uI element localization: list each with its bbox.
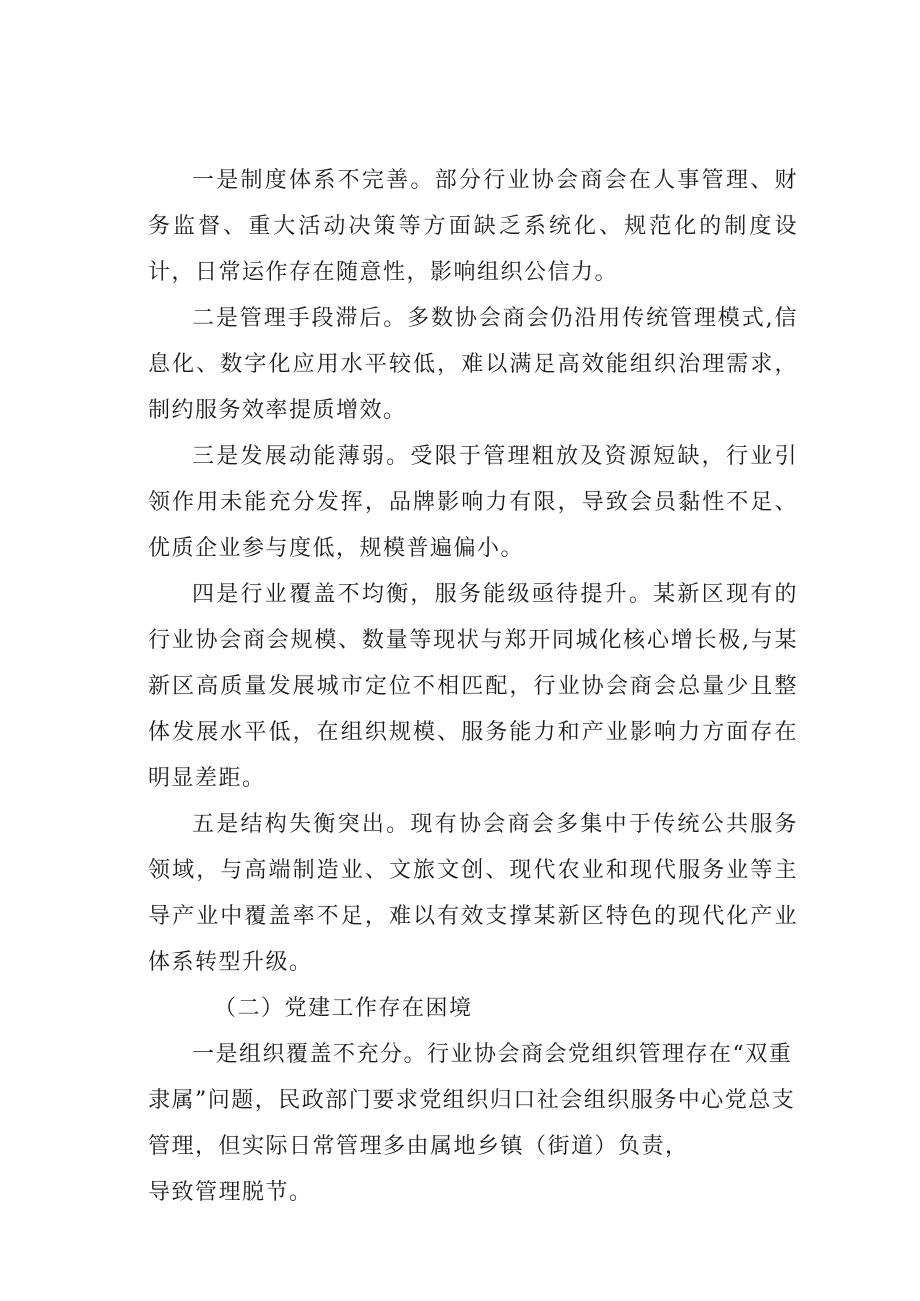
section-heading: （二）党建工作存在困境 bbox=[214, 996, 473, 1021]
paragraph-institutional-system: 一是制度体系不完善。部分行业协会商会在人事管理、财务监督、重大活动决策等方面缺乏系统化、规范化的制度设计，日常运作存在随意性，影响组织公信力。 bbox=[148, 168, 798, 285]
paragraph-org-coverage-line-2: 隶属”问题，民政部门要求党组织归口社会组织服务中心党总支 bbox=[148, 1088, 796, 1113]
paragraph-development-momentum: 三是发展动能薄弱。受限于管理粗放及资源短缺，行业引领作用未能充分发挥，品牌影响力有限，导致会员黏性不足、优质企业参与度低，规模普遍偏小。 bbox=[148, 444, 798, 561]
paragraph-org-coverage-line-4: 导致管理脱节。 bbox=[148, 1180, 313, 1205]
paragraph-management-methods: 二是管理手段滞后。多数协会商会仍沿用传统管理模式,信息化、数字化应用水平较低，难以满足高效能组织治理需求，制约服务效率提质增效。 bbox=[148, 306, 798, 423]
paragraph-structural-imbalance: 五是结构失衡突出。现有协会商会多集中于传统公共服务领域，与高端制造业、文旅文创、现代农业和现代服务业等主导产业中覆盖率不足，难以有效支撑某新区特色的现代化产业体系转型升级。 bbox=[148, 812, 798, 975]
paragraph-org-coverage-line-3: 管理，但实际日常管理多由属地乡镇（街道）负责， bbox=[148, 1134, 689, 1159]
document-page bbox=[148, 158, 798, 1216]
paragraph-industry-coverage: 四是行业覆盖不均衡，服务能级亟待提升。某新区现有的行业协会商会规模、数量等现状与郑开同城化核心增长极,与某新区高质量发展城市定位不相匹配，行业协会商会总量少且整体发展水平低，在组织规模、服务能力和产业影响力方面存在明显差距。 bbox=[148, 582, 798, 791]
paragraph-org-coverage-line-1: 一是组织覆盖不充分。行业协会商会党组织管理存在“双重 bbox=[192, 1042, 793, 1067]
